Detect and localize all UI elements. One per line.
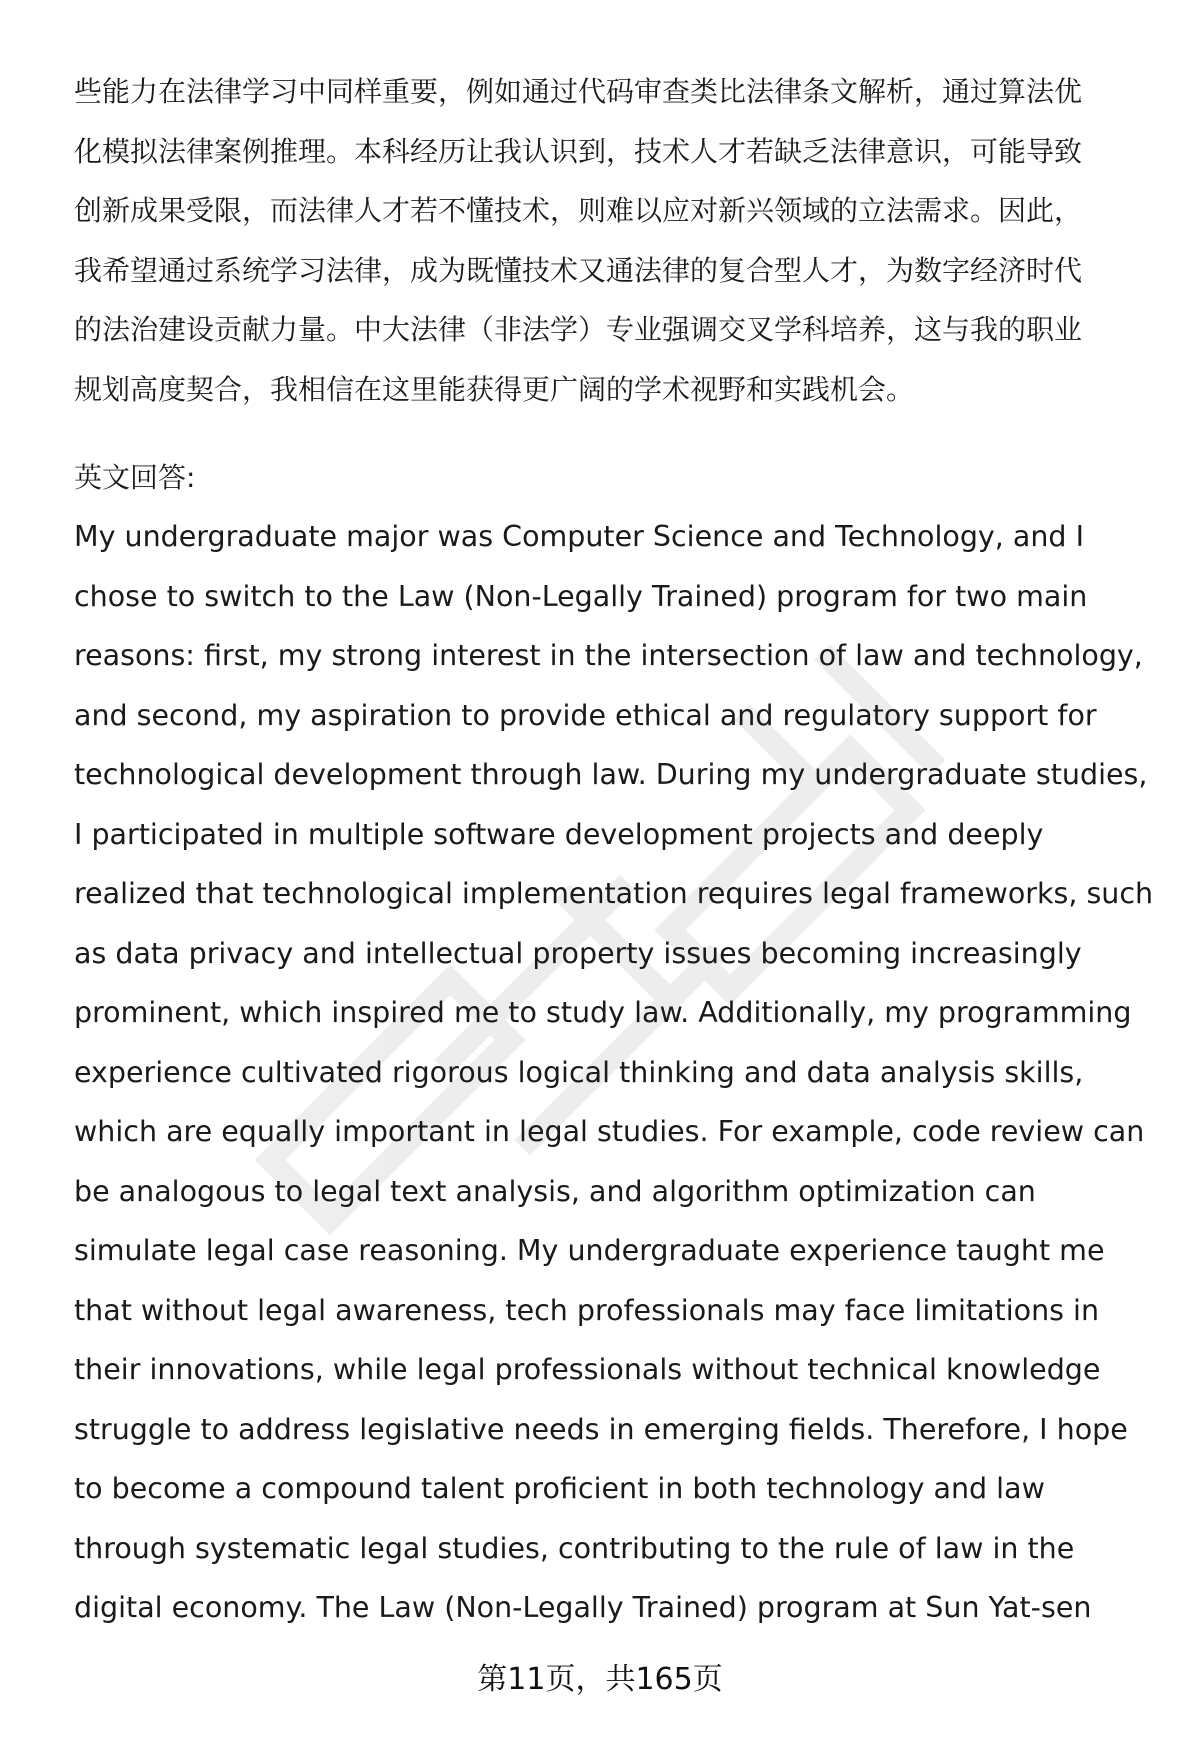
en-line: I participated in multiple software development projects and deeply — [74, 817, 1044, 851]
en-line: digital economy. The Law (Non-Legally Trained) program at Sun Yat-sen — [74, 1591, 1092, 1624]
en-line: be analogous to legal text analysis, and algorithm optimization can — [74, 1174, 1036, 1208]
en-line: which are equally important in legal studies. For example, code review can — [74, 1115, 1145, 1148]
chinese-answer-paragraph — [74, 62, 1142, 419]
en-line: realized that technological implementation requires legal frameworks, such — [74, 877, 1154, 910]
cn-line: 的法治建设贡献力量。中大法律（非法学）专业强调交叉学科培养，这与我的职业 — [74, 313, 1083, 346]
cn-line: 些能力在法律学习中同样重要，例如通过代码审查类比法律条文解析，通过算法优 — [74, 75, 1083, 108]
en-line: technological development through law. During my undergraduate studies, — [74, 758, 1148, 791]
en-line: and second, my aspiration to provide ethical and regulatory support for — [74, 698, 1097, 732]
en-line: as data privacy and intellectual property issues becoming increasingly — [74, 936, 1082, 970]
en-line: their innovations, while legal professionals without technical knowledge — [74, 1353, 1101, 1386]
en-line: My undergraduate major was Computer Science and Technology, and I — [74, 520, 1084, 553]
en-line: struggle to address legislative needs in emerging fields. Therefore, I hope — [74, 1412, 1128, 1446]
en-line: through systematic legal studies, contributing to the rule of law in the — [74, 1531, 1075, 1565]
en-line: to become a compound talent proficient in both technology and law — [74, 1472, 1045, 1505]
cn-line: 我希望通过系统学习法律，成为既懂技术又通法律的复合型人才，为数字经济时代 — [74, 253, 1083, 287]
english-answer-label: 英文回答: — [74, 461, 196, 494]
en-line: chose to switch to the Law (Non-Legally Trained) program for two main — [74, 579, 1088, 613]
cn-line: 创新成果受限，而法律人才若不懂技术，则难以应对新兴领域的立法需求。因此， — [74, 194, 1083, 227]
cn-line: 规划高度契合，我相信在这里能获得更广阔的学术视野和实践机会。 — [74, 372, 915, 406]
cn-line: 化模拟法律案例推理。本科经历让我认识到，技术人才若缺乏法律意识，可能导致 — [74, 134, 1083, 168]
en-line: reasons: first, my strong interest in the intersection of law and technology, — [74, 639, 1143, 672]
en-line: experience cultivated rigorous logical thinking and data analysis skills, — [74, 1055, 1084, 1089]
en-line: prominent, which inspired me to study law. Additionally, my programming — [74, 996, 1132, 1029]
en-line: that without legal awareness, tech professionals may face limitations in — [74, 1293, 1100, 1327]
en-line: simulate legal case reasoning. My undergraduate experience taught me — [74, 1234, 1105, 1267]
english-answer-paragraph — [74, 507, 1154, 1638]
page-number-footer: 第11页，共165页 — [477, 1662, 723, 1697]
